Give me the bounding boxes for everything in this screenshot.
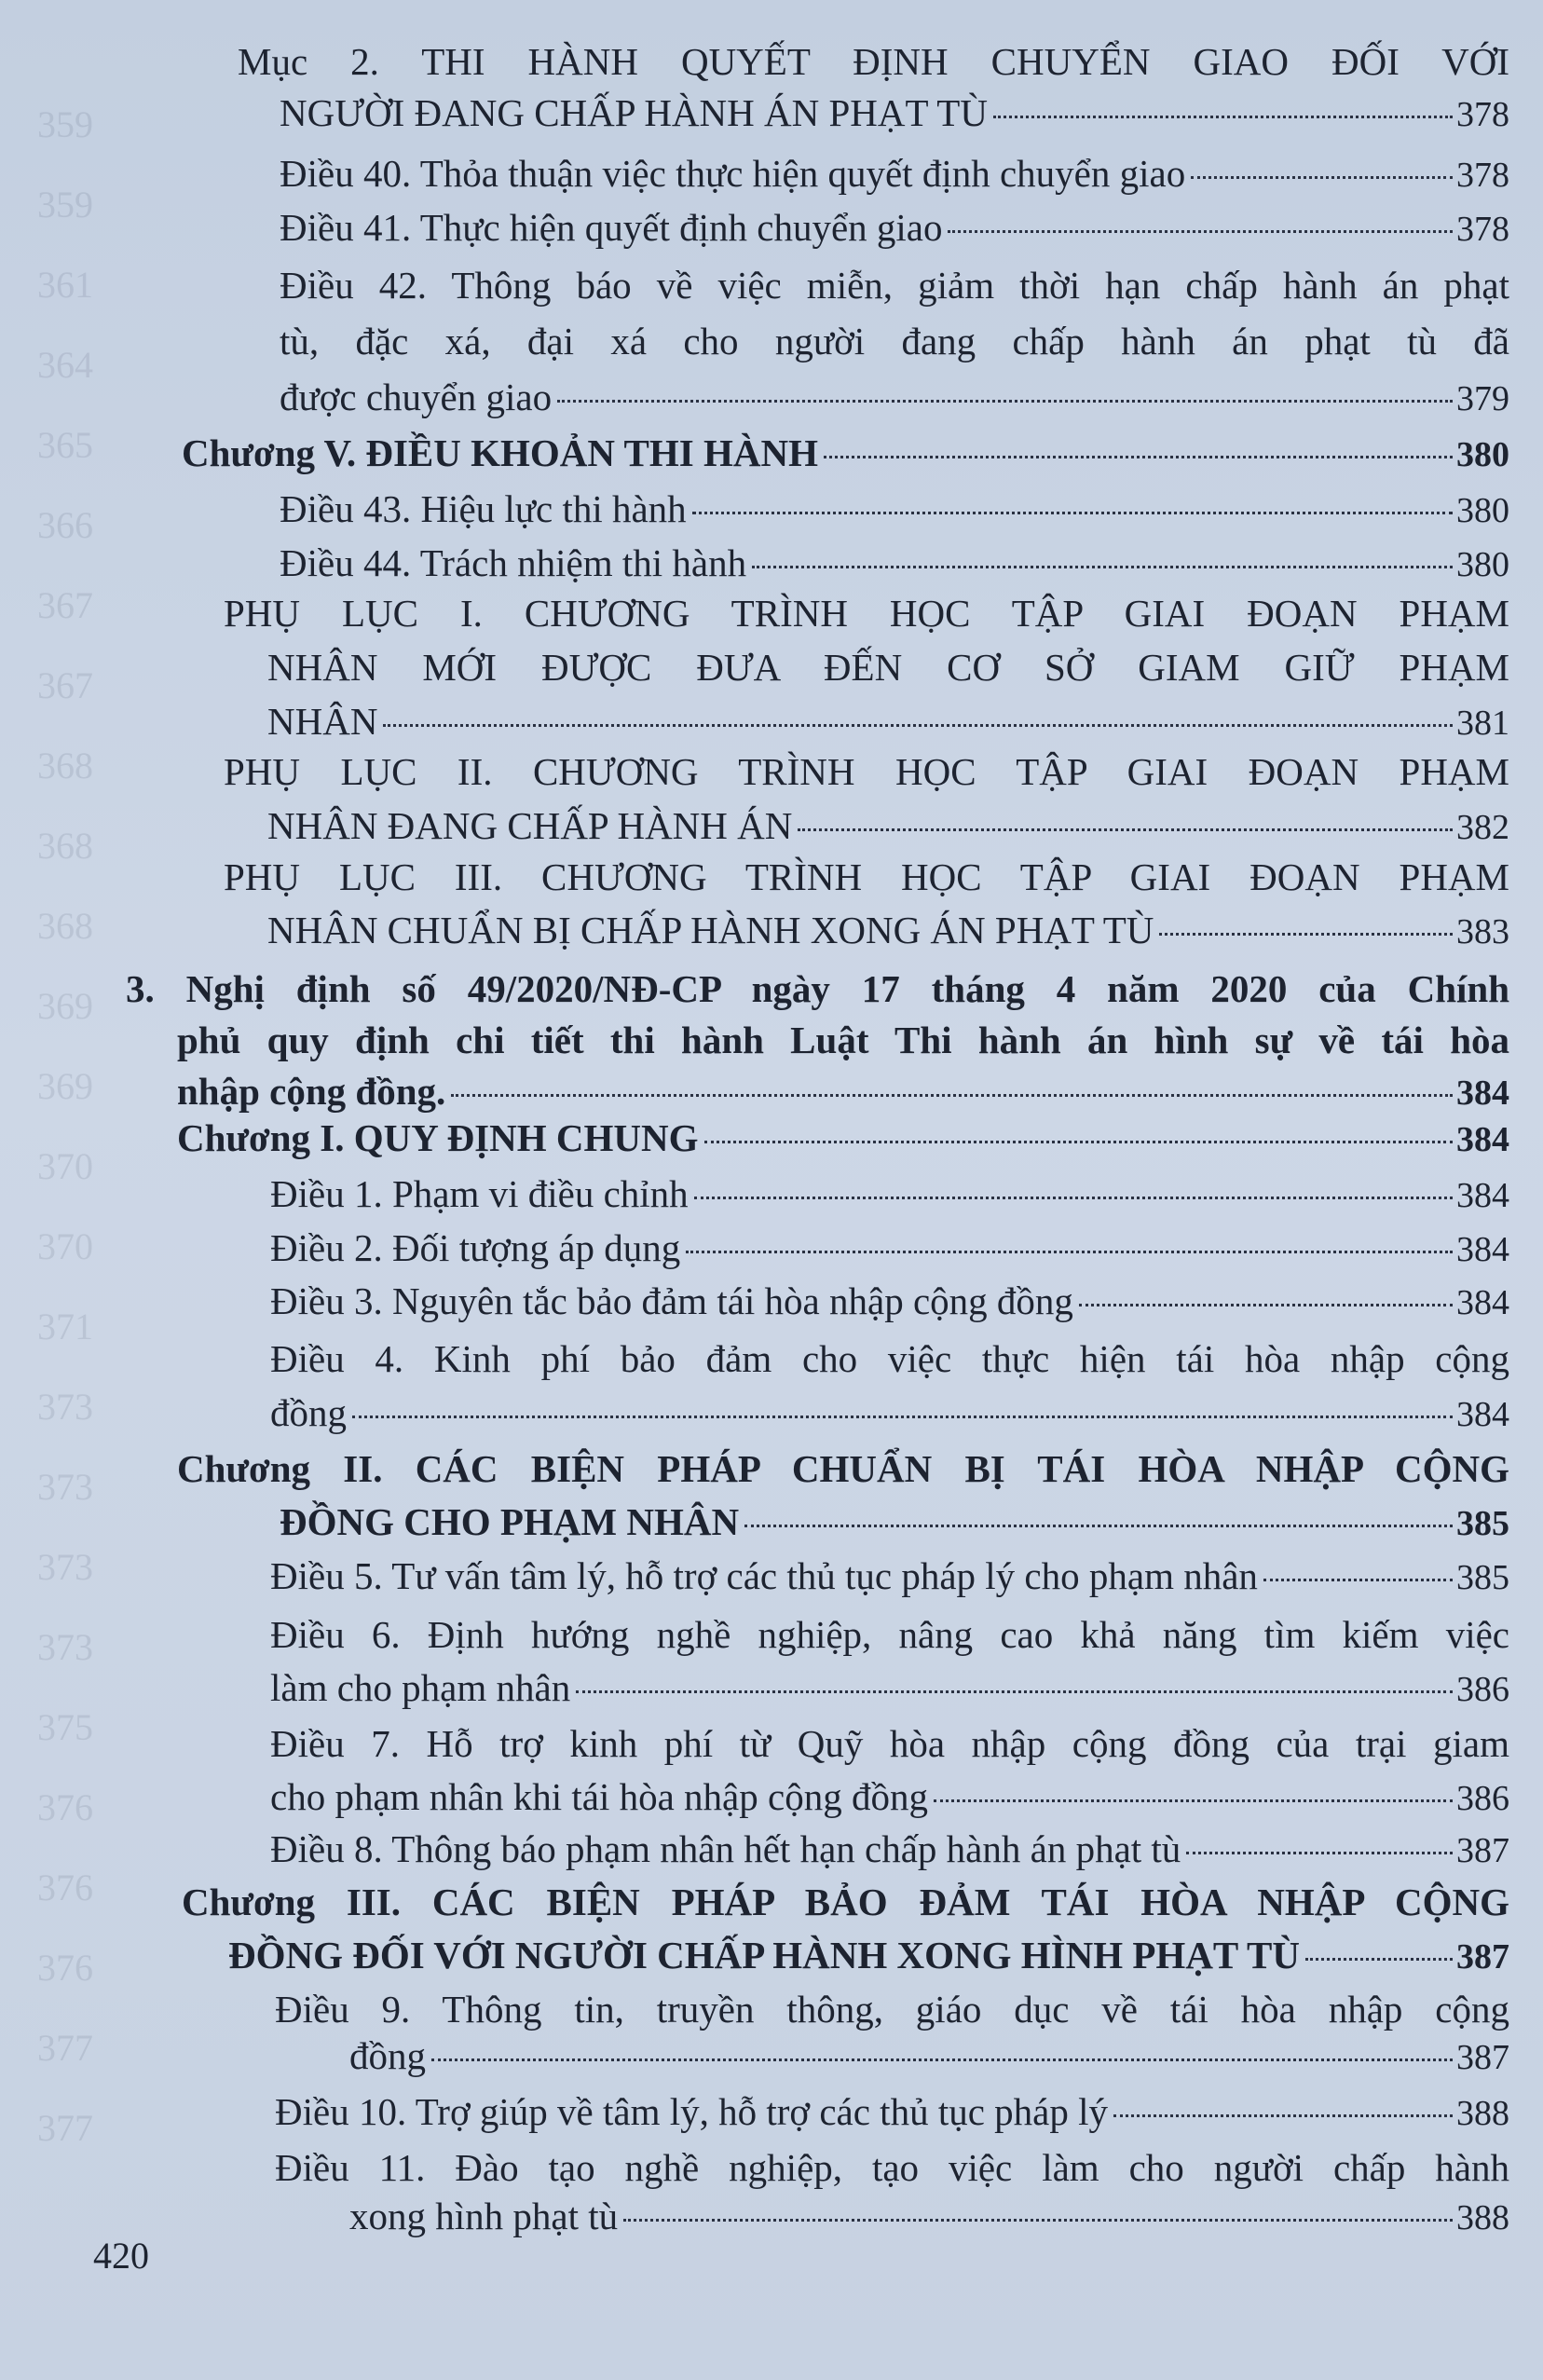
dot-leader: [1113, 2114, 1453, 2117]
dot-leader: [1079, 1304, 1453, 1306]
toc-page-number: 384: [1456, 1176, 1509, 1215]
dot-leader: [798, 828, 1453, 831]
toc-line: [349, 2192, 1509, 2242]
toc-entry-title: Điều 8. Thông báo phạm nhân hết hạn chấp hành án phạt tù: [270, 1827, 1181, 1870]
dot-leader: [1305, 1958, 1453, 1961]
toc-page-number: 384: [1456, 1230, 1509, 1269]
toc-line: Điều 4. Kinh phí bảo đảm cho việc thực hiện tái hòa nhập cộng: [270, 1337, 1509, 1380]
toc-line: [270, 1663, 1509, 1714]
bleed-through-number: 373: [37, 1546, 93, 1588]
toc-line: [228, 1931, 1509, 1981]
dot-leader: [1159, 933, 1453, 936]
toc-page-number: 380: [1456, 435, 1509, 474]
bleed-through-number: 376: [37, 1867, 93, 1908]
toc-entry-title: làm cho phạm nhân: [270, 1666, 571, 1709]
bleed-through-number: 377: [37, 2107, 93, 2149]
toc-entry-title: NHÂN CHUẨN BỊ CHẤP HÀNH XONG ÁN PHẠT TÙ: [267, 909, 1154, 951]
toc-line: 3. Nghị định số 49/2020/NĐ-CP ngày 17 tháng 4 năm 2020 của Chính: [126, 967, 1509, 1010]
toc-entry-title: cho phạm nhân khi tái hòa nhập cộng đồng: [270, 1775, 928, 1818]
toc-page-number: 386: [1456, 1670, 1509, 1709]
toc-entry-title: Điều 40. Thỏa thuận việc thực hiện quyết định chuyển giao: [280, 152, 1186, 195]
bleed-through-number: 368: [37, 905, 93, 947]
toc-entry-title: đồng: [349, 2034, 426, 2077]
dot-leader: [692, 512, 1453, 514]
bleed-through-number: 371: [37, 1306, 93, 1347]
bleed-through-number: 369: [37, 1065, 93, 1107]
toc-line: [270, 1825, 1509, 1875]
toc-line: Mục 2. THI HÀNH QUYẾT ĐỊNH CHUYỂN GIAO ĐỐI VỚI: [238, 40, 1509, 83]
toc-line: Điều 6. Định hướng nghề nghiệp, nâng cao khả năng tìm kiếm việc: [270, 1613, 1509, 1656]
dot-leader: [934, 1799, 1453, 1802]
dot-leader: [1263, 1579, 1453, 1581]
toc-line: [270, 1552, 1509, 1602]
toc-line: [270, 1388, 1509, 1439]
bleed-through-number: 361: [37, 264, 93, 306]
toc-entry-title: NGƯỜI ĐANG CHẤP HÀNH ÁN PHẠT TÙ: [280, 91, 988, 134]
bleed-through-number: 373: [37, 1466, 93, 1508]
dot-leader: [431, 2059, 1453, 2061]
dot-leader: [948, 230, 1453, 233]
bleed-through-number: 368: [37, 745, 93, 786]
dot-leader: [694, 1197, 1453, 1199]
toc-page-number: 386: [1456, 1779, 1509, 1818]
dot-leader: [704, 1141, 1454, 1143]
toc-entry-title: Điều 41. Thực hiện quyết định chuyển giao: [280, 206, 943, 249]
dot-leader: [1191, 176, 1453, 179]
toc-entry-title: Điều 2. Đối tượng áp dụng: [270, 1226, 681, 1269]
toc-page-number: 384: [1456, 1395, 1509, 1434]
bleed-through-number: 369: [37, 985, 93, 1027]
toc-line: [270, 1277, 1509, 1327]
toc-line: [270, 1169, 1509, 1220]
toc-line: [280, 485, 1509, 535]
toc-page-number: 385: [1456, 1504, 1509, 1543]
toc-page-number: 387: [1456, 1937, 1509, 1976]
toc-entry-title: NHÂN ĐANG CHẤP HÀNH ÁN: [267, 804, 793, 847]
dot-leader: [686, 1251, 1453, 1253]
toc-page-number: 388: [1456, 2198, 1509, 2237]
toc-line: [267, 801, 1509, 852]
toc-line: Điều 9. Thông tin, truyền thông, giáo dục về tái hòa nhập cộng: [275, 1988, 1509, 2031]
toc-line: [267, 697, 1509, 747]
toc-entry-title: Điều 43. Hiệu lực thi hành: [280, 487, 687, 530]
toc-page-number: 380: [1456, 545, 1509, 584]
toc-line: phủ quy định chi tiết thi hành Luật Thi hành án hình sự về tái hòa: [177, 1019, 1509, 1061]
bleed-through-number: 376: [37, 1786, 93, 1828]
bleed-through-number: 375: [37, 1706, 93, 1748]
toc-line: [280, 373, 1509, 423]
toc-line: [349, 2031, 1509, 2082]
toc-entry-title: Điều 1. Phạm vi điều chỉnh: [270, 1172, 689, 1215]
toc-page-number: 387: [1456, 1831, 1509, 1870]
bleed-through-number: 364: [37, 344, 93, 386]
dot-leader: [824, 456, 1453, 458]
dot-leader: [451, 1094, 1453, 1097]
toc-entry-title: ĐỒNG CHO PHẠM NHÂN: [280, 1500, 740, 1543]
toc-line: [270, 1772, 1509, 1823]
toc-line: [275, 2087, 1509, 2138]
bleed-through-number: 366: [37, 504, 93, 546]
toc-line: tù, đặc xá, đại xá cho người đang chấp hành án phạt tù đã: [280, 320, 1509, 362]
toc-line: PHỤ LỤC I. CHƯƠNG TRÌNH HỌC TẬP GIAI ĐOẠN PHẠM: [224, 592, 1509, 635]
bleed-through-number: 373: [37, 1386, 93, 1428]
dot-leader: [383, 724, 1453, 727]
bleed-through-number: 367: [37, 584, 93, 626]
toc-page-number: 382: [1456, 808, 1509, 847]
toc-line: [177, 1067, 1509, 1117]
bleed-through-number: 365: [37, 424, 93, 466]
toc-entry-title: nhập cộng đồng.: [177, 1070, 446, 1113]
bleed-through-number: 377: [37, 2027, 93, 2069]
toc-line: [280, 89, 1509, 139]
page-number: 420: [93, 2235, 149, 2277]
dot-leader: [993, 116, 1453, 118]
toc-page-number: 378: [1456, 95, 1509, 134]
toc-line: PHỤ LỤC III. CHƯƠNG TRÌNH HỌC TẬP GIAI ĐOẠN PHẠM: [224, 855, 1509, 898]
toc-line: Điều 7. Hỗ trợ kinh phí từ Quỹ hòa nhập cộng đồng của trại giam: [270, 1722, 1509, 1765]
toc-line: [280, 1498, 1509, 1548]
toc-line: Chương III. CÁC BIỆN PHÁP BẢO ĐẢM TÁI HÒA NHẬP CỘNG: [182, 1881, 1509, 1923]
toc-line: PHỤ LỤC II. CHƯƠNG TRÌNH HỌC TẬP GIAI ĐOẠN PHẠM: [224, 750, 1509, 793]
toc-page-number: 378: [1456, 210, 1509, 249]
toc-page-number: 388: [1456, 2094, 1509, 2133]
bleed-through-number: 370: [37, 1225, 93, 1267]
dot-leader: [752, 566, 1453, 568]
toc-entry-title: Chương I. QUY ĐỊNH CHUNG: [177, 1116, 699, 1159]
dot-leader: [576, 1690, 1453, 1693]
dot-leader: [744, 1525, 1453, 1527]
toc-page-number: 383: [1456, 912, 1509, 951]
toc-line: Chương II. CÁC BIỆN PHÁP CHUẨN BỊ TÁI HÒA NHẬP CỘNG: [177, 1447, 1509, 1490]
dot-leader: [352, 1416, 1453, 1418]
toc-page-number: 384: [1456, 1074, 1509, 1113]
toc-line: [280, 539, 1509, 589]
toc-line: Điều 11. Đào tạo nghề nghiệp, tạo việc làm cho người chấp hành: [275, 2146, 1509, 2189]
toc-entry-title: xong hình phạt tù: [349, 2195, 619, 2237]
toc-line: [270, 1224, 1509, 1274]
toc-entry-title: đồng: [270, 1391, 347, 1434]
bleed-through-number: 368: [37, 825, 93, 867]
toc-entry-title: Điều 10. Trợ giúp về tâm lý, hỗ trợ các thủ tục pháp lý: [275, 2090, 1108, 2133]
bleed-through-number: 359: [37, 103, 93, 145]
toc-page-number: 384: [1456, 1120, 1509, 1159]
toc-line: NHÂN MỚI ĐƯỢC ĐƯA ĐẾN CƠ SỞ GIAM GIỮ PHẠM: [267, 646, 1509, 689]
toc-page-number: 378: [1456, 156, 1509, 195]
toc-line: [267, 906, 1509, 956]
toc-line: [177, 1114, 1509, 1164]
toc-page-number: 379: [1456, 379, 1509, 418]
bleed-through-number: 373: [37, 1626, 93, 1668]
toc-page-number: 384: [1456, 1283, 1509, 1322]
dot-leader: [557, 400, 1453, 403]
bleed-through-number: 359: [37, 184, 93, 226]
toc-entry-title: Điều 44. Trách nhiệm thi hành: [280, 541, 747, 584]
toc-entry-title: Chương V. ĐIỀU KHOẢN THI HÀNH: [182, 431, 818, 474]
toc-page-number: 380: [1456, 491, 1509, 530]
toc-page-number: 381: [1456, 704, 1509, 743]
toc-entry-title: NHÂN: [267, 700, 378, 743]
bleed-through-number: 370: [37, 1145, 93, 1187]
toc-page-number: 387: [1456, 2038, 1509, 2077]
dot-leader: [623, 2219, 1453, 2222]
toc-entry-title: được chuyển giao: [280, 376, 553, 418]
toc-entry-title: Điều 3. Nguyên tắc bảo đảm tái hòa nhập cộng đồng: [270, 1279, 1073, 1322]
toc-entry-title: Điều 5. Tư vấn tâm lý, hỗ trợ các thủ tục pháp lý cho phạm nhân: [270, 1554, 1258, 1597]
toc-line: [280, 149, 1509, 199]
bleed-through-number: 367: [37, 664, 93, 706]
toc-line: [182, 429, 1509, 479]
toc-line: Điều 42. Thông báo về việc miễn, giảm thời hạn chấp hành án phạt: [280, 264, 1509, 307]
bleed-through-number: 376: [37, 1947, 93, 1989]
dot-leader: [1186, 1852, 1453, 1854]
toc-page-number: 385: [1456, 1558, 1509, 1597]
toc-line: [280, 203, 1509, 253]
toc-entry-title: ĐỒNG ĐỐI VỚI NGƯỜI CHẤP HÀNH XONG HÌNH PHẠT TÙ: [228, 1934, 1301, 1976]
